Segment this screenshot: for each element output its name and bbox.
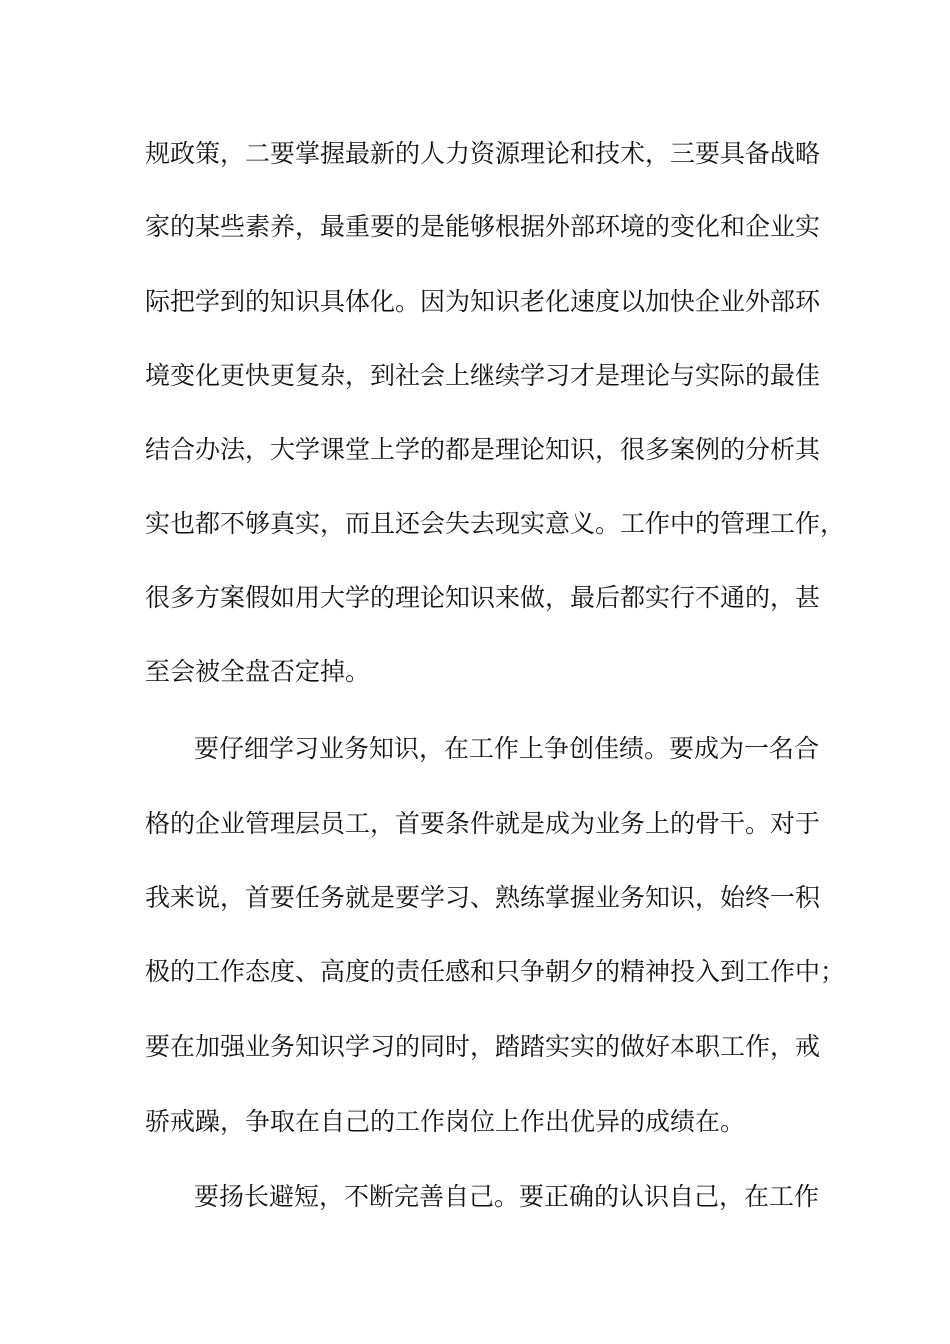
- text-line: 要在加强业务知识学习的同时，踏踏实实的做好本职工作，戒: [145, 1032, 821, 1061]
- paragraph-first-line: 要仔细学习业务知识，在工作上争创佳绩。要成为一名合: [194, 734, 820, 763]
- text-line: 实也都不够真实，而且还会失去现实意义。工作中的管理工作，: [145, 509, 846, 538]
- text-line: 骄戒躁，争取在自己的工作岗位上作出优异的成绩在。: [145, 1107, 746, 1136]
- text-line: 至会被全盘否定掉。: [145, 657, 371, 686]
- paragraph-first-line: 要扬长避短，不断完善自己。要正确的认识自己，在工作: [194, 1182, 820, 1211]
- text-line: 很多方案假如用大学的理论知识来做，最后都实行不通的，甚: [145, 583, 821, 612]
- text-line: 规政策，二要掌握最新的人力资源理论和技术，三要具备战略: [145, 139, 821, 168]
- text-line: 境变化更快更复杂，到社会上继续学习才是理论与实际的最佳: [145, 361, 821, 390]
- text-line: 格的企业管理层员工，首要条件就是成为业务上的骨干。对于: [145, 809, 821, 838]
- text-line: 我来说，首要任务就是要学习、熟练掌握业务知识，始终一积: [145, 883, 821, 912]
- text-line: 际把学到的知识具体化。因为知识老化速度以加快企业外部环: [145, 287, 821, 316]
- text-line: 家的某些素养，最重要的是能够根据外部环境的变化和企业实: [145, 212, 821, 241]
- text-line: 极的工作态度、高度的责任感和只争朝夕的精神投入到工作中；: [145, 957, 846, 986]
- text-line: 结合办法，大学课堂上学的都是理论知识，很多案例的分析其: [145, 435, 821, 464]
